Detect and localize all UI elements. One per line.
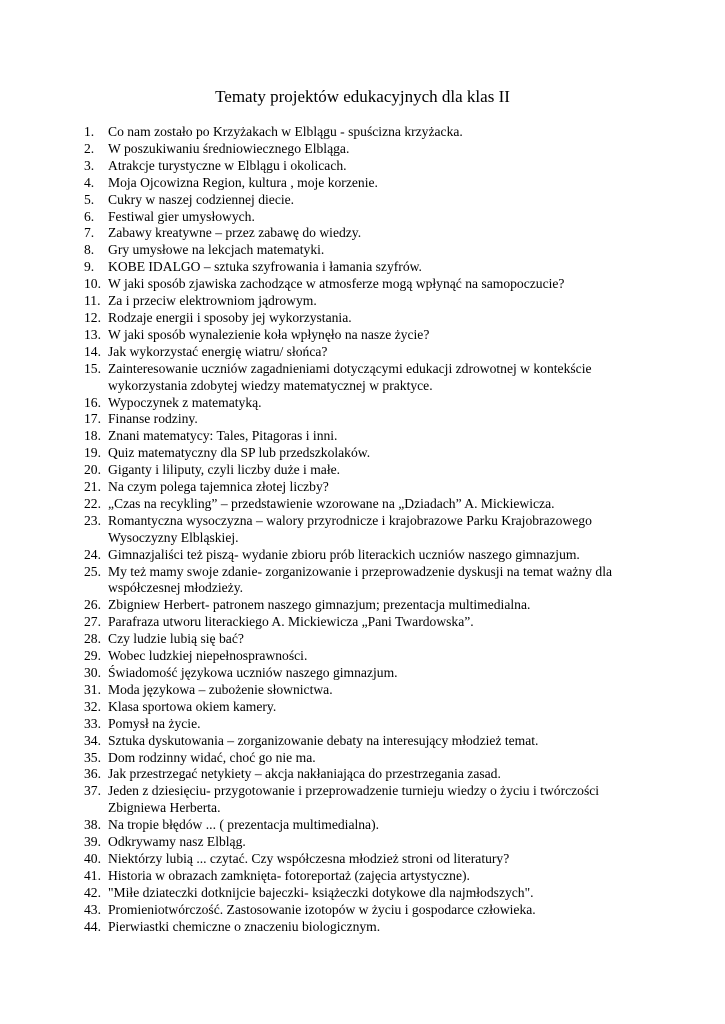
document-title: Tematy projektów edukacyjnych dla klas II: [215, 87, 510, 106]
list-item: [84, 395, 644, 412]
item-text: Quiz matematyczny dla SP lub przedszkolaków.: [108, 445, 371, 461]
item-number: 28.: [84, 631, 101, 647]
item-text: Czy ludzie lubią się bać?: [108, 631, 244, 647]
item-number: 8.: [84, 242, 95, 258]
list-item: [84, 445, 644, 462]
item-text: Dom rodzinny widać, choć go nie ma.: [108, 749, 316, 765]
item-text: Pierwiastki chemiczne o znaczeniu biologicznym.: [108, 918, 381, 934]
item-number: 6.: [84, 208, 95, 224]
item-number: 44.: [84, 918, 101, 934]
list-item: [84, 648, 644, 665]
list-item: [84, 766, 644, 783]
item-number: 16.: [84, 394, 101, 410]
topic-list: [84, 124, 644, 936]
item-text: Zainteresowanie uczniów zagadnieniami dotyczącymi edukacji zdrowotnej w kontekście wykorzystania zdobytej wiedzy matematycznej w praktyce.: [108, 360, 592, 393]
item-text: Historia w obrazach zamknięta- fotoreportaż (zajęcia artystyczne).: [108, 867, 470, 883]
item-text: Parafraza utworu literackiego A. Mickiewicza „Pani Twardowska”.: [108, 614, 474, 630]
list-item: [84, 902, 644, 919]
list-item: [84, 682, 644, 699]
item-number: 19.: [84, 445, 101, 461]
item-text: Promieniotwórczość. Zastosowanie izotopów w życiu i gospodarce człowieka.: [108, 901, 536, 917]
item-text: Sztuka dyskutowania – zorganizowanie debaty na interesujący młodzież temat.: [108, 732, 539, 748]
list-item: [84, 411, 644, 428]
list-item: [84, 344, 644, 361]
list-item: [84, 361, 644, 395]
item-number: 41.: [84, 867, 101, 883]
item-number: 24.: [84, 546, 101, 562]
item-text: Gimnazjaliści też piszą- wydanie zbioru prób literackich uczniów naszego gimnazjum.: [108, 546, 580, 562]
item-text: Pomysł na życie.: [108, 715, 201, 731]
item-text: Giganty i liliputy, czyli liczby duże i małe.: [108, 462, 341, 478]
list-item: [84, 834, 644, 851]
item-text: Niektórzy lubią ... czytać. Czy współczesna młodzież stroni od literatury?: [108, 850, 510, 866]
item-number: 1.: [84, 124, 95, 139]
item-text: Klasa sportowa okiem kamery.: [108, 698, 277, 714]
item-text: Finanse rodziny.: [108, 411, 198, 427]
list-item: [84, 665, 644, 682]
item-number: 35.: [84, 749, 101, 765]
list-item: [84, 631, 644, 648]
list-item: [84, 614, 644, 631]
list-item: [84, 733, 644, 750]
item-number: 13.: [84, 326, 101, 342]
item-number: 3.: [84, 157, 95, 173]
list-item: [84, 783, 644, 817]
item-text: Gry umysłowe na lekcjach matematyki.: [108, 242, 325, 258]
item-text: Zbigniew Herbert- patronem naszego gimnazjum; prezentacja multimedialna.: [108, 597, 531, 613]
list-item: [84, 479, 644, 496]
item-number: 32.: [84, 698, 101, 714]
list-item: [84, 462, 644, 479]
list-item: [84, 564, 644, 598]
item-number: 30.: [84, 665, 101, 680]
item-number: 15.: [84, 360, 101, 376]
item-number: 33.: [84, 715, 101, 731]
list-item: [84, 124, 644, 141]
item-text: Rodzaje energii i sposoby jej wykorzystania.: [108, 309, 352, 325]
item-number: 25.: [84, 563, 101, 579]
list-item: [84, 597, 644, 614]
list-item: [84, 293, 644, 310]
item-text: Na tropie błędów ... ( prezentacja multimedialna).: [108, 817, 380, 833]
item-text: Świadomość językowa uczniów naszego gimnazjum.: [108, 665, 398, 680]
item-number: 26.: [84, 597, 101, 613]
item-number: 20.: [84, 462, 101, 478]
list-item: [84, 868, 644, 885]
item-number: 9.: [84, 259, 95, 275]
item-text: Odkrywamy nasz Elbląg.: [108, 834, 246, 850]
list-item: [84, 496, 644, 513]
list-item: [84, 259, 644, 276]
list-item: [84, 209, 644, 226]
item-text: „Czas na recykling” – przedstawienie wzorowane na „Dziadach” A. Mickiewicza.: [108, 495, 555, 511]
item-text: W jaki sposób wynalezienie koła wpłynęło na nasze życie?: [108, 326, 430, 342]
list-item: [84, 225, 644, 242]
list-item: [84, 919, 644, 936]
item-text: KOBE IDALGO – sztuka szyfrowania i łamania szyfrów.: [108, 259, 422, 275]
list-item: [84, 428, 644, 445]
item-text: Wypoczynek z matematyką.: [108, 394, 262, 410]
item-text: Zabawy kreatywne – przez zabawę do wiedzy.: [108, 225, 362, 241]
list-item: [84, 276, 644, 293]
item-text: Moda językowa – zubożenie słownictwa.: [108, 681, 333, 697]
item-number: 42.: [84, 884, 101, 900]
item-text: Atrakcje turystyczne w Elblągu i okolicach.: [108, 157, 347, 173]
item-text: Za i przeciw elektrowniom jądrowym.: [108, 293, 317, 309]
item-text: Jak przestrzegać netykiety – akcja nakłaniająca do przestrzegania zasad.: [108, 766, 501, 782]
item-number: 36.: [84, 766, 101, 782]
item-number: 40.: [84, 850, 101, 866]
item-number: 39.: [84, 834, 101, 850]
item-text: Cukry w naszej codziennej diecie.: [108, 191, 295, 207]
item-text: Wobec ludzkiej niepełnosprawności.: [108, 648, 308, 664]
item-number: 22.: [84, 495, 101, 511]
item-number: 38.: [84, 817, 101, 833]
list-item: [84, 158, 644, 175]
item-number: 31.: [84, 681, 101, 697]
item-number: 11.: [84, 293, 101, 309]
item-text: W jaki sposób zjawiska zachodzące w atmosferze mogą wpłynąć na samopoczucie?: [108, 276, 565, 292]
list-item: [84, 699, 644, 716]
list-item: [84, 141, 644, 158]
item-number: 21.: [84, 479, 101, 495]
list-item: [84, 513, 644, 547]
item-number: 37.: [84, 783, 101, 799]
item-number: 4.: [84, 174, 95, 190]
list-item: [84, 310, 644, 327]
item-number: 43.: [84, 901, 101, 917]
item-text: Romantyczna wysoczyzna – walory przyrodnicze i krajobrazowe Parku Krajobrazowego Wysoczyzny Elbląskiej.: [108, 512, 592, 545]
item-number: 23.: [84, 512, 101, 528]
item-number: 34.: [84, 732, 101, 748]
item-number: 18.: [84, 428, 101, 444]
item-text: W poszukiwaniu średniowiecznego Elbląga.: [108, 140, 350, 156]
item-text: Festiwal gier umysłowych.: [108, 208, 255, 224]
list-item: [84, 547, 644, 564]
item-text: Co nam zostało po Krzyżakach w Elblągu - spuścizna krzyżacka.: [108, 124, 463, 139]
item-number: 27.: [84, 614, 101, 630]
item-text: "Miłe dziateczki dotknijcie bajeczki- książeczki dotykowe dla najmłodszych".: [108, 884, 534, 900]
list-item: [84, 885, 644, 902]
item-text: Jeden z dziesięciu- przygotowanie i przeprowadzenie turnieju wiedzy o życiu i twórczości Zbigniewa Herberta.: [108, 783, 600, 816]
item-number: 2.: [84, 140, 95, 156]
item-text: Jak wykorzystać energię wiatru/ słońca?: [108, 343, 328, 359]
item-text: Moja Ojcowizna Region, kultura , moje korzenie.: [108, 174, 378, 190]
list-item: [84, 817, 644, 834]
item-number: 14.: [84, 343, 101, 359]
item-number: 12.: [84, 309, 101, 325]
item-text: Na czym polega tajemnica złotej liczby?: [108, 479, 329, 495]
item-number: 5.: [84, 191, 95, 207]
list-item: [84, 716, 644, 733]
item-number: 17.: [84, 411, 101, 427]
item-text: My też mamy swoje zdanie- zorganizowanie i przeprowadzenie dyskusji na temat ważny dla współczesnej młodzieży.: [108, 563, 613, 596]
item-text: Znani matematycy: Tales, Pitagoras i inni.: [108, 428, 338, 444]
list-item: [84, 851, 644, 868]
item-number: 29.: [84, 648, 101, 664]
item-number: 10.: [84, 276, 101, 292]
list-item: [84, 242, 644, 259]
list-item: [84, 192, 644, 209]
list-item: [84, 175, 644, 192]
item-number: 7.: [84, 225, 95, 241]
list-item: [84, 327, 644, 344]
list-item: [84, 750, 644, 767]
